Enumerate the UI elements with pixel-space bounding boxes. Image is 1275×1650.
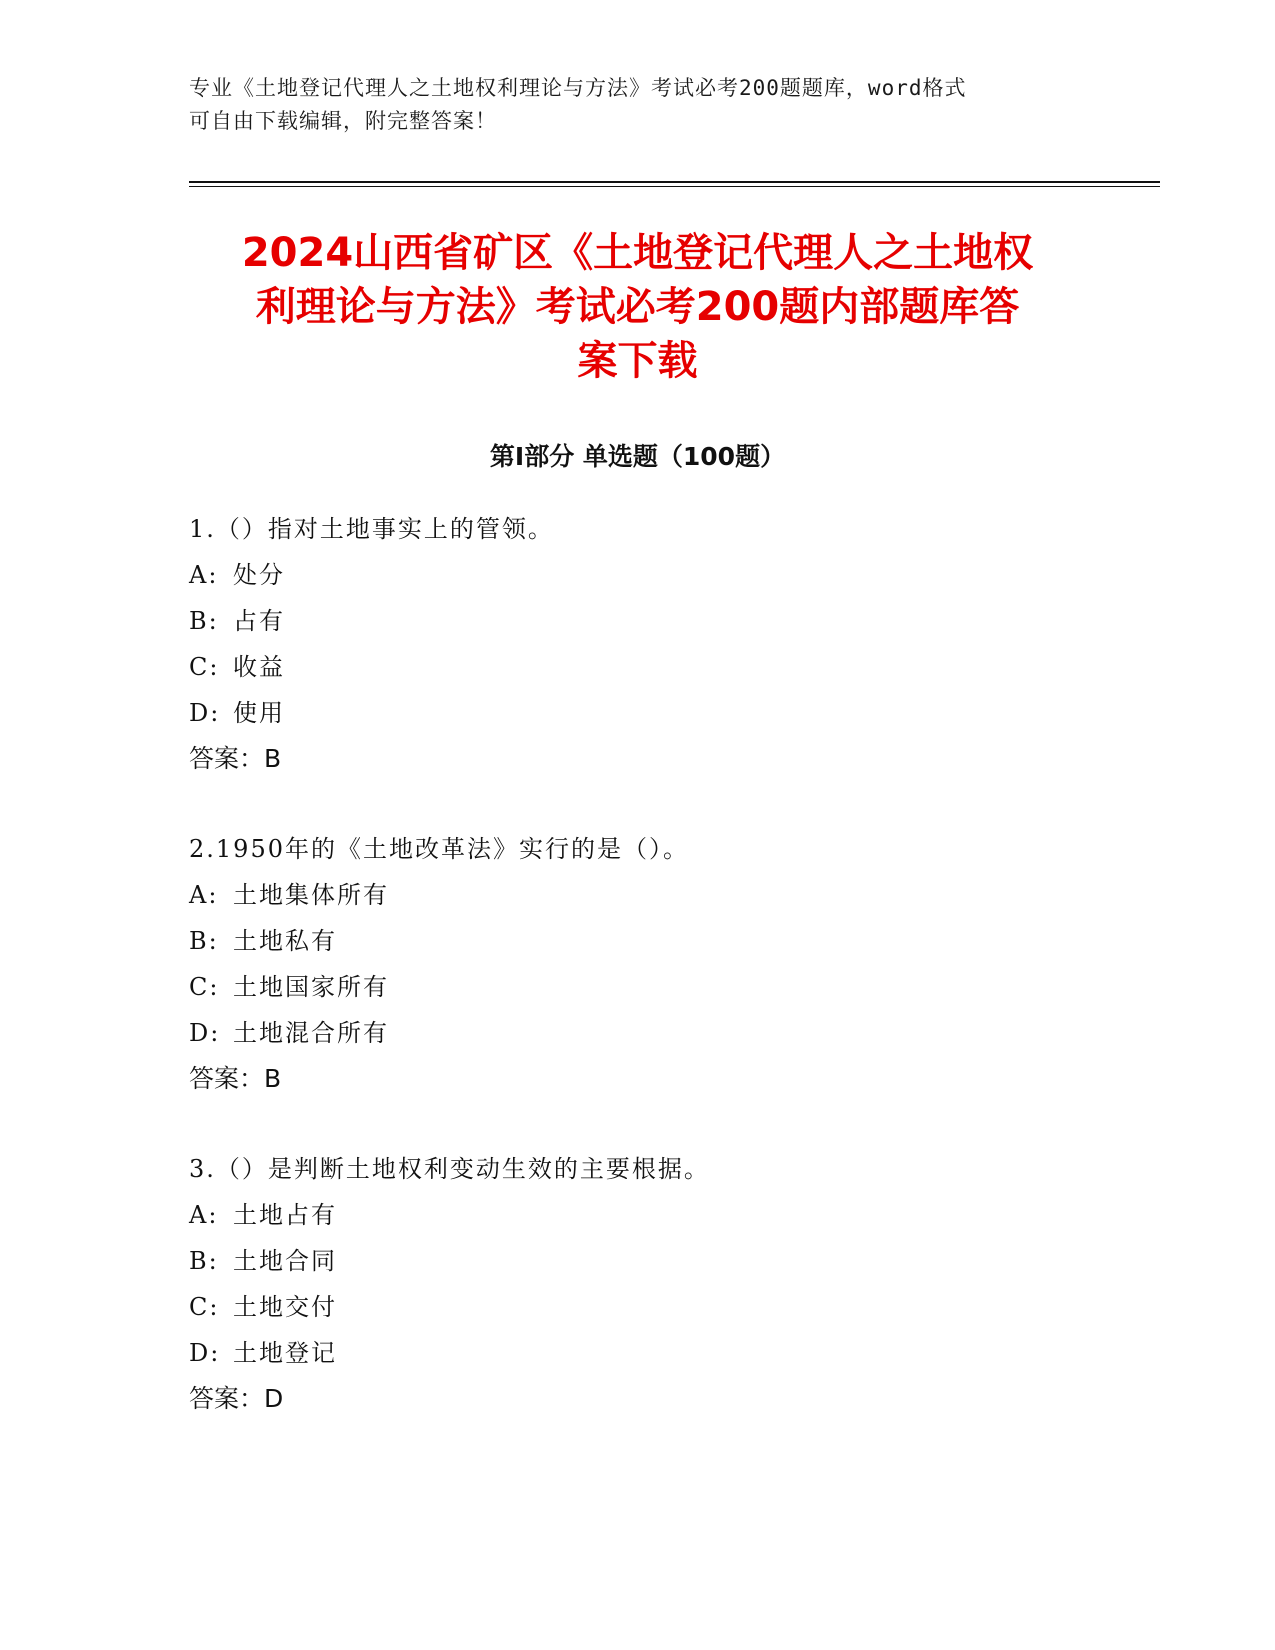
option-b [189, 598, 1139, 644]
question-stem: 3.（）是判断土地权利变动生效的主要根据。 [189, 1155, 710, 1183]
option-d [189, 1330, 1139, 1376]
option-a [189, 872, 1139, 918]
option-b [189, 918, 1139, 964]
option-text: 占有 [233, 607, 285, 635]
document-title [180, 226, 1095, 388]
option-letter: A: [189, 561, 219, 589]
header-divider-thin [189, 186, 1160, 187]
option-text: 土地国家所有 [233, 973, 389, 1001]
option-c [189, 964, 1139, 1010]
option-text: 土地集体所有 [233, 881, 389, 909]
option-text: 土地私有 [233, 927, 337, 955]
option-text: 土地交付 [233, 1293, 337, 1321]
document-title-line-1: 2024山西省矿区《土地登记代理人之土地权 [241, 230, 1034, 276]
answer-line: 答案：B [189, 744, 282, 773]
section-heading: 第I部分 单选题（100题） [489, 442, 786, 471]
document-title-line-2: 利理论与方法》考试必考200题内部题库答 [255, 284, 1020, 330]
option-d [189, 1010, 1139, 1056]
question-1 [189, 506, 1139, 782]
option-letter: D: [189, 699, 221, 727]
answer-line: 答案：D [189, 1384, 284, 1413]
option-text: 土地登记 [233, 1339, 337, 1367]
option-letter: C: [189, 653, 220, 681]
option-letter: C: [189, 973, 220, 1001]
document-title-line-3: 案下载 [577, 338, 698, 384]
option-letter: B: [189, 607, 219, 635]
option-d [189, 690, 1139, 736]
header-note [189, 72, 1089, 138]
option-letter: D: [189, 1339, 221, 1367]
option-c [189, 644, 1139, 690]
option-text: 收益 [233, 653, 285, 681]
question-3 [189, 1146, 1139, 1422]
option-a [189, 552, 1139, 598]
option-text: 土地合同 [233, 1247, 337, 1275]
header-divider-thick [189, 181, 1160, 183]
option-text: 使用 [233, 699, 285, 727]
option-text: 土地占有 [233, 1201, 337, 1229]
option-b [189, 1238, 1139, 1284]
answer-line: 答案：B [189, 1064, 282, 1093]
header-note-line-2: 可自由下载编辑，附完整答案！ [189, 109, 497, 133]
option-text: 处分 [233, 561, 285, 589]
question-2 [189, 826, 1139, 1102]
option-letter: C: [189, 1293, 220, 1321]
option-letter: B: [189, 1247, 219, 1275]
question-stem: 2.1950年的《土地改革法》实行的是（）。 [189, 835, 689, 863]
question-stem: 1.（）指对土地事实上的管领。 [189, 515, 554, 543]
option-a [189, 1192, 1139, 1238]
option-letter: A: [189, 881, 219, 909]
option-text: 土地混合所有 [233, 1019, 389, 1047]
option-letter: D: [189, 1019, 221, 1047]
option-letter: A: [189, 1201, 219, 1229]
option-letter: B: [189, 927, 219, 955]
option-c [189, 1284, 1139, 1330]
header-note-line-1: 专业《土地登记代理人之土地权利理论与方法》考试必考200题题库，word格式 [189, 76, 967, 100]
